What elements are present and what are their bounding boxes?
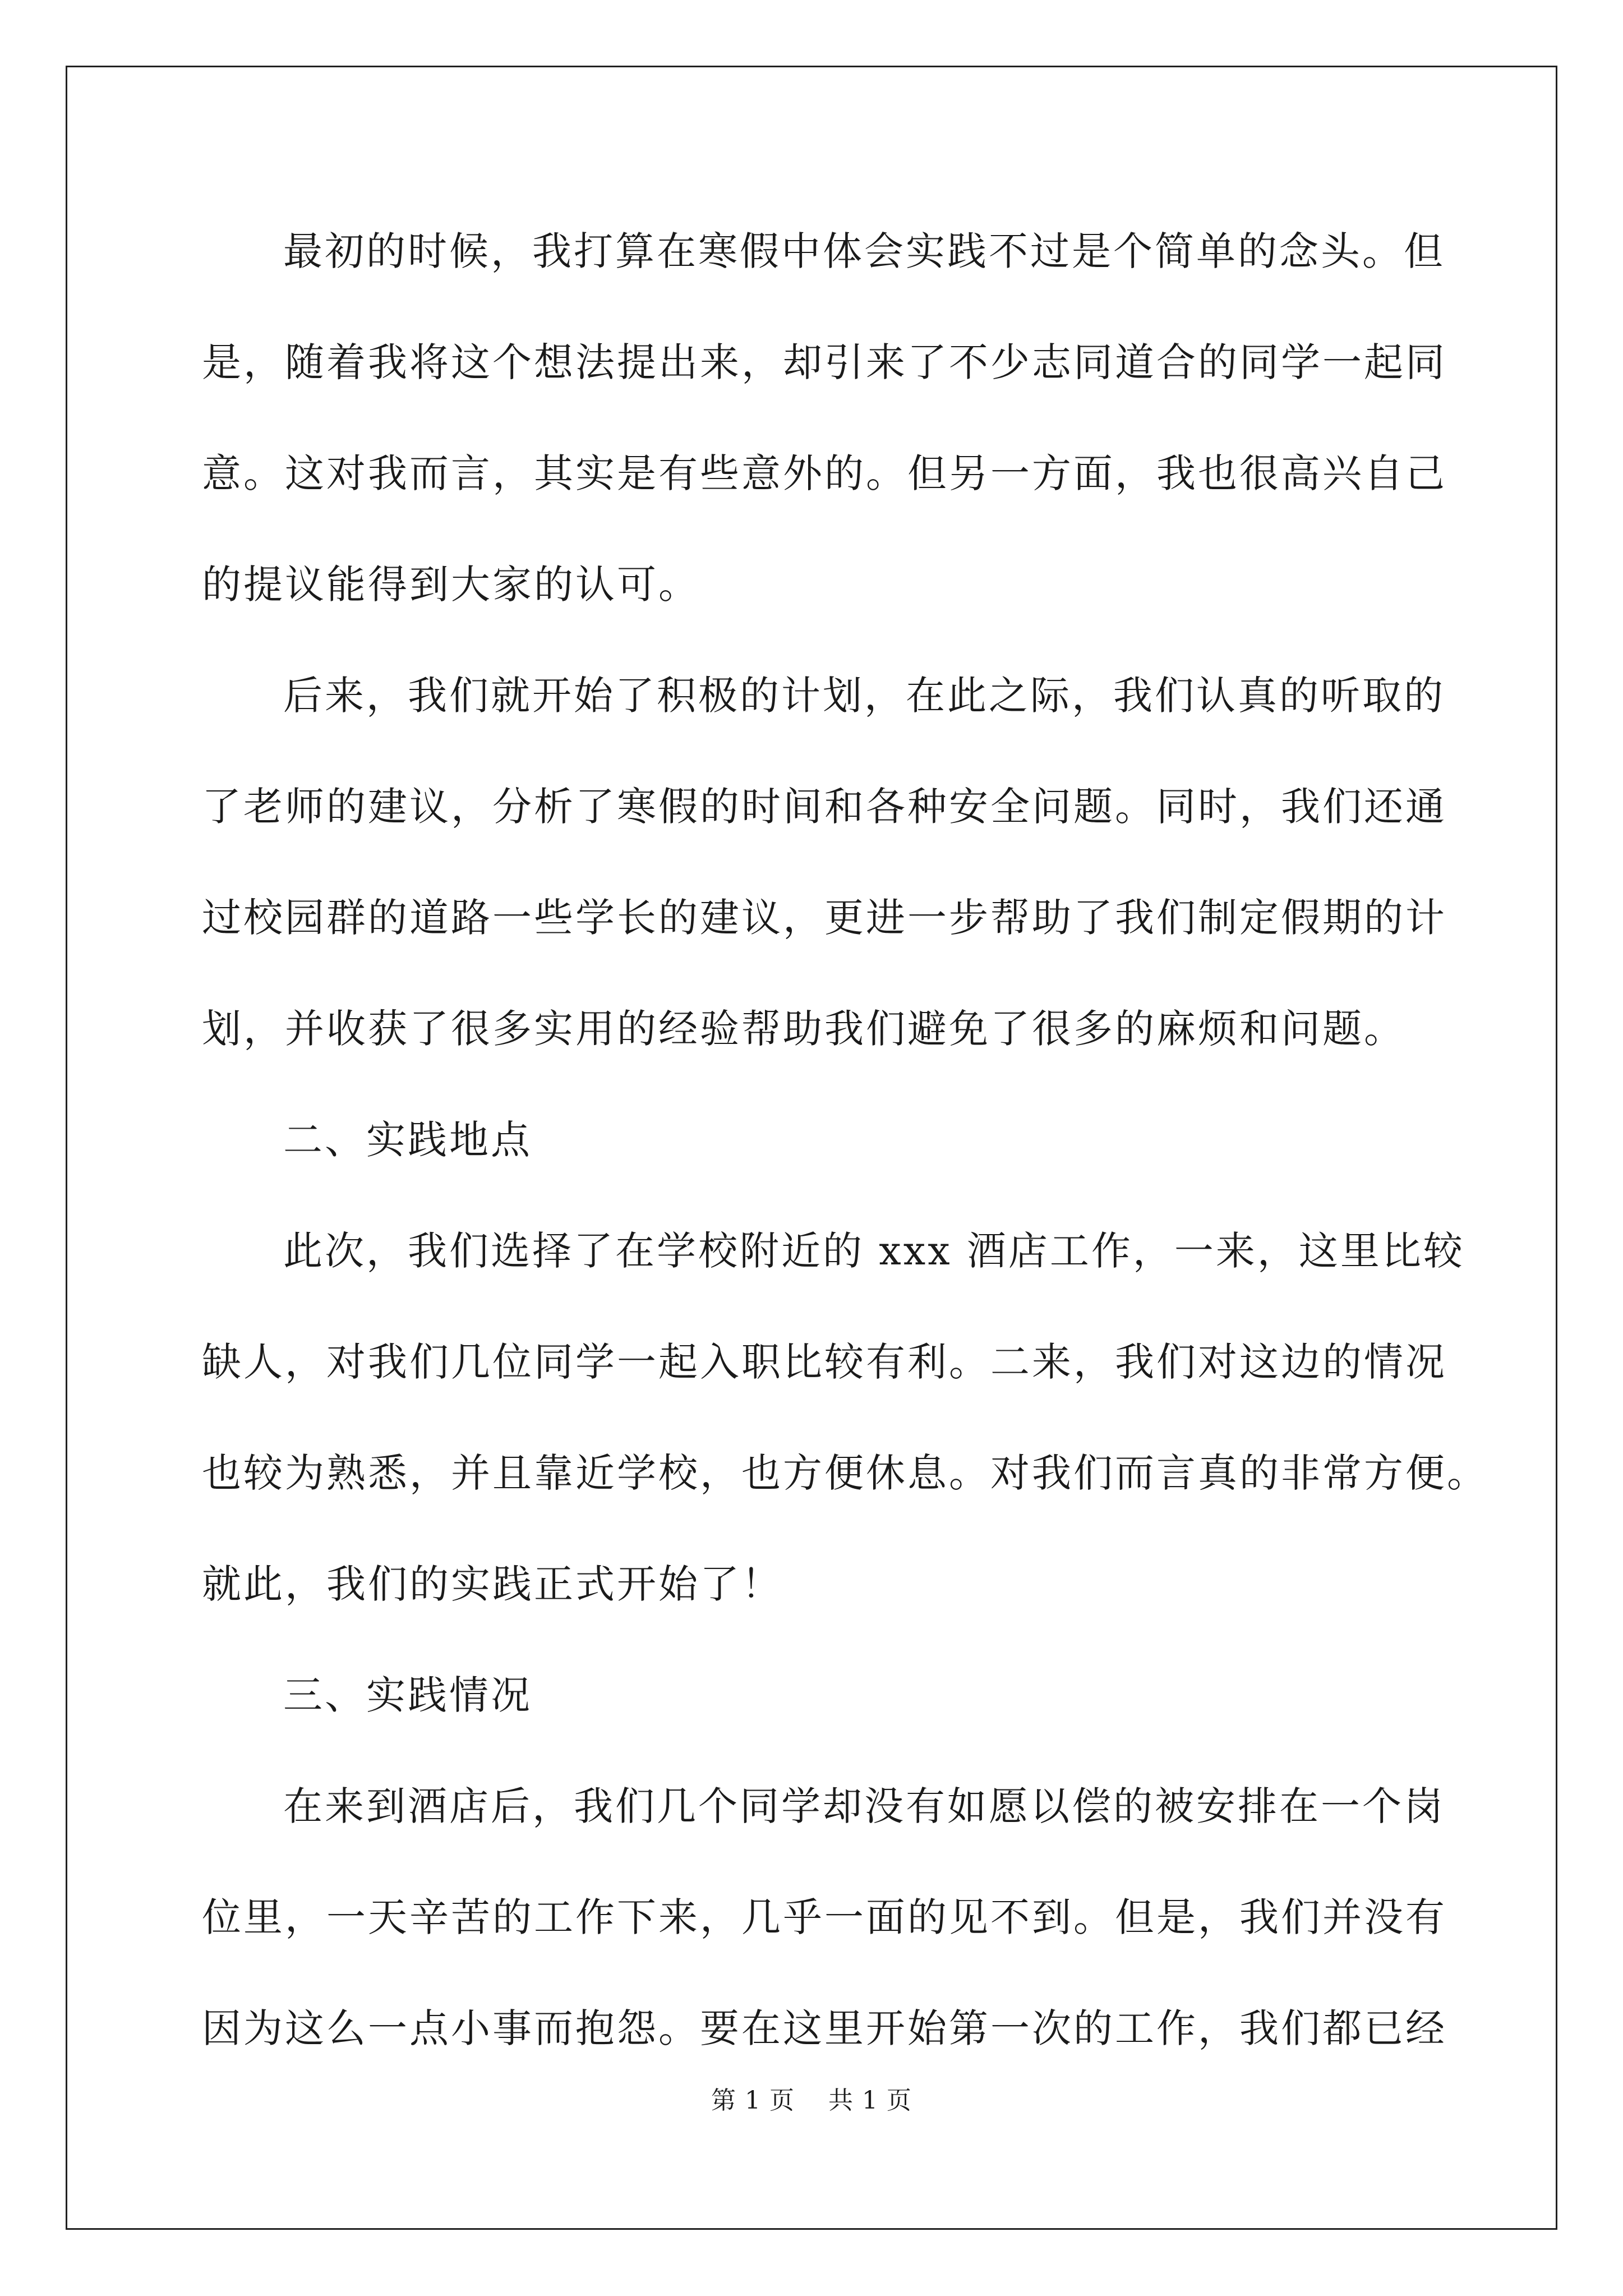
- paragraph-4-line-1: 在来到酒店后，我们几个同学却没有如愿以偿的被安排在一个岗: [283, 1783, 1445, 1829]
- section-heading-location: 二、实践地点: [283, 1117, 532, 1163]
- paragraph-1-line-1: 最初的时候，我打算在寒假中体会实践不过是个简单的念头。但: [283, 228, 1445, 274]
- paragraph-3-line-2: 缺人，对我们几位同学一起入职比较有利。二来，我们对这边的情况: [202, 1339, 1447, 1385]
- paragraph-2-line-3: 过校园群的道路一些学长的建议，更进一步帮助了我们制定假期的计: [202, 895, 1447, 941]
- paragraph-1-line-3: 意。这对我而言，其实是有些意外的。但另一方面，我也很高兴自己: [202, 450, 1447, 496]
- paragraph-3-line-3: 也较为熟悉，并且靠近学校，也方便休息。对我们而言真的非常方便。: [202, 1450, 1488, 1496]
- paragraph-4-line-3: 因为这么一点小事而抱怨。要在这里开始第一次的工作，我们都已经: [202, 2005, 1447, 2051]
- paragraph-4-line-2: 位里，一天辛苦的工作下来，几乎一面的见不到。但是，我们并没有: [202, 1894, 1447, 1940]
- section-heading-situation: 三、实践情况: [283, 1672, 532, 1718]
- paragraph-3-line-4: 就此，我们的实践正式开始了！: [202, 1561, 783, 1607]
- paragraph-2-line-2: 了老师的建议，分析了寒假的时间和各种安全问题。同时，我们还通: [202, 784, 1447, 830]
- paragraph-1-line-4: 的提议能得到大家的认可。: [202, 562, 700, 608]
- page-number-footer: 第 1 页 共 1 页: [711, 2086, 912, 2115]
- paragraph-2-line-1: 后来，我们就开始了积极的计划，在此之际，我们认真的听取的: [283, 673, 1445, 719]
- paragraph-3-line-1: 此次，我们选择了在学校附近的 xxx 酒店工作，一来，这里比较: [283, 1228, 1465, 1274]
- paragraph-1-line-2: 是，随着我将这个想法提出来，却引来了不少志同道合的同学一起同: [202, 339, 1447, 385]
- paragraph-2-line-4: 划，并收获了很多实用的经验帮助我们避免了很多的麻烦和问题。: [202, 1006, 1405, 1052]
